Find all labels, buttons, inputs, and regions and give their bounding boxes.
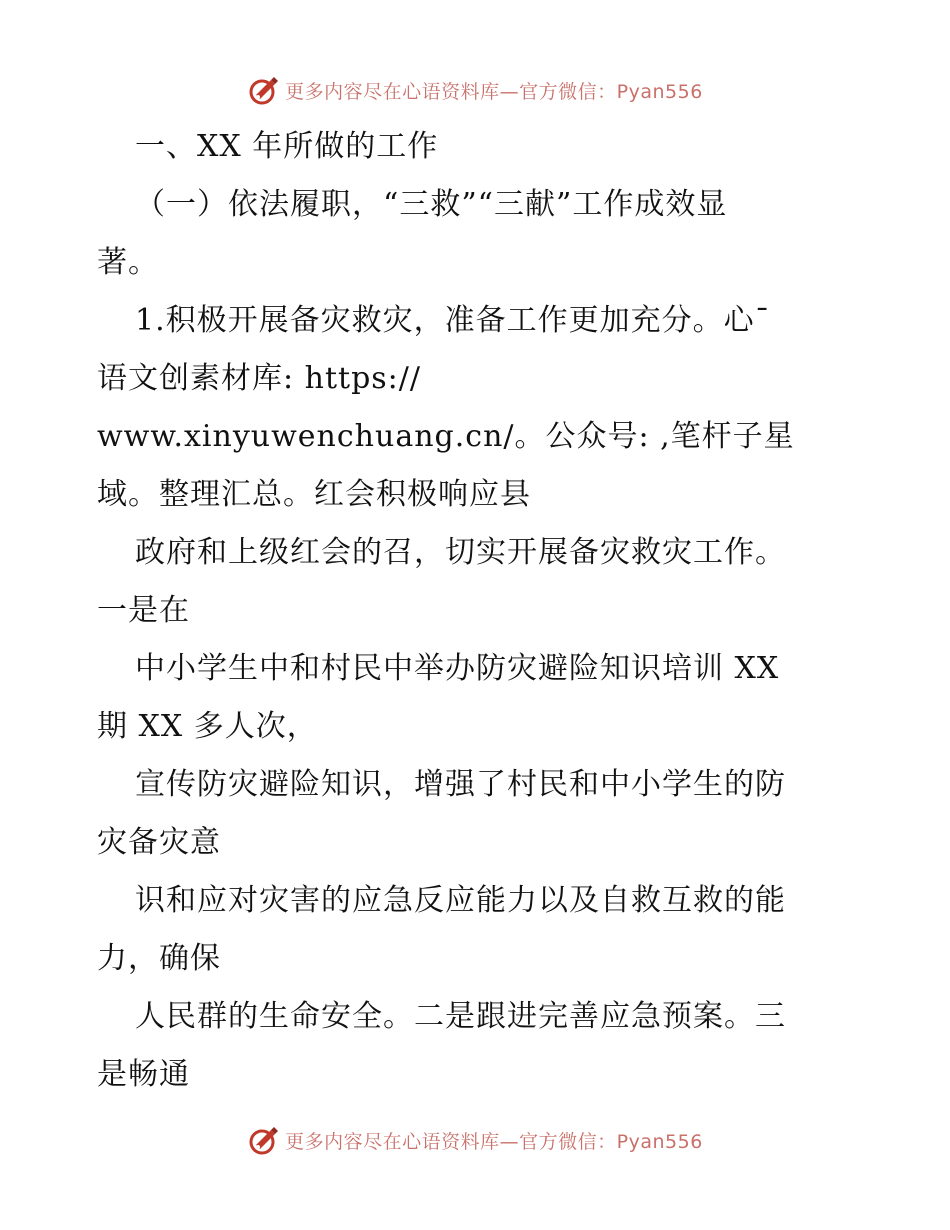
text-line: 中小学生中和村民中举办防灾避险知识培训 XX [135, 651, 780, 686]
text-line: 政府和上级红会的召，切实开展备灾救灾工作。 [135, 535, 786, 570]
subsection-heading: （一）依法履职，“三救”“三献”工作成效显 [135, 187, 728, 222]
text-line: 识和应对灾害的应急反应能力以及自救互救的能 [135, 883, 786, 918]
text-line: 力，确保 [97, 941, 221, 976]
text-line: 语文创素材库: https:// [97, 361, 421, 396]
text-line: 人民群的生命安全。二是跟进完善应急预案。三 [135, 999, 786, 1034]
footer-watermark-text: 更多内容尽在心语资料库—官方微信：Pyan556 [285, 1130, 703, 1153]
section-heading: 一、XX 年所做的工作 [135, 129, 439, 164]
pen-logo-icon [247, 73, 281, 107]
text-line: 著。 [97, 245, 159, 280]
text-line: 灾备灾意 [97, 825, 221, 860]
document-body [97, 118, 867, 1104]
text-line: 一是在 [97, 593, 190, 628]
footer-watermark-banner [0, 1120, 950, 1160]
text-line: 期 XX 多人次， [97, 709, 318, 744]
text-line: 宣传防灾避险知识，增强了村民和中小学生的防 [135, 767, 786, 802]
header-watermark-banner [0, 70, 950, 110]
text-line: 1.积极开展备灾救灾，准备工作更加充分。心¯ [135, 303, 771, 338]
text-line: www.xinyuwenchuang.cn/。公众号: ,笔杆子星 [97, 419, 795, 454]
text-line: 是畅通 [97, 1057, 190, 1092]
pen-logo-icon [247, 1123, 281, 1157]
header-watermark-text: 更多内容尽在心语资料库—官方微信：Pyan556 [285, 80, 703, 103]
text-line: 域。整理汇总。红会积极响应县 [97, 477, 531, 512]
